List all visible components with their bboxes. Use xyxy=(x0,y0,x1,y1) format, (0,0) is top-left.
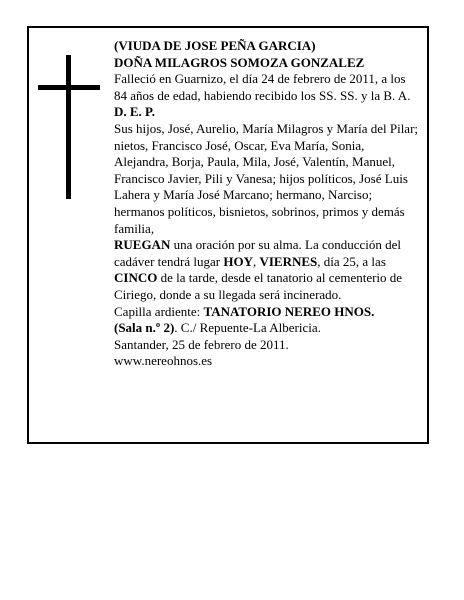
viernes-word: VIERNES xyxy=(259,253,318,269)
chapel-name: TANATORIO NEREO HNOS. xyxy=(203,303,375,319)
cross-icon-bar xyxy=(38,85,100,90)
room-number: (Sala n.º 2) xyxy=(114,320,175,336)
day-text: , día 25, a las xyxy=(317,253,386,269)
hoy-word: HOY xyxy=(223,253,253,269)
website: www.nereohnos.es xyxy=(114,353,213,369)
ruegan-word: RUEGAN xyxy=(114,237,171,253)
date-place: Santander, 25 de febrero de 2011. xyxy=(114,336,289,352)
death-info: Falleció en Guarnizo, el día 24 de febrero de 2011, a los 84 años de edad, habiendo recibido los SS. SS. y la B. A. xyxy=(114,71,411,103)
ruegan-text: una oración por su alma. La conducción del cadáver tendrá lugar xyxy=(114,237,402,269)
cinco-word: CINCO xyxy=(114,270,158,286)
funeral-paragraph xyxy=(114,237,420,303)
deceased-name: DOÑA MILAGROS SOMOZA GONZALEZ xyxy=(114,54,365,70)
chapel-label: Capilla ardiente: xyxy=(114,303,204,319)
address: . C./ Repuente-La Albericia. xyxy=(174,320,321,336)
address-line xyxy=(114,320,420,337)
cross-icon xyxy=(66,55,71,199)
family-list: Sus hijos, José, Aurelio, María Milagros y María del Pilar; nietos, Francisco José, Oscar, Eva María, Sonia, Alejandra, Borja, Paula, Mila, José, Valentín, Manuel, Francisco Javier, Pili y Vanesa; hijos políticos, José Luis Lahera y María José Marcano; hermano, Narciso; hermanos políticos, bisnietos, sobrinos, primos y demás familia, xyxy=(114,120,419,236)
widow-line: (VIUDA DE JOSE PEÑA GARCIA) xyxy=(114,38,316,53)
obituary-text xyxy=(114,38,420,370)
comma-separator: , xyxy=(252,253,260,269)
funeral-text: de la tarde, desde el tanatorio al cementerio de Ciriego, donde a su llegada será incinerado. xyxy=(114,270,403,302)
dep-line: D. E. P. xyxy=(114,104,156,120)
chapel-line xyxy=(114,304,420,321)
